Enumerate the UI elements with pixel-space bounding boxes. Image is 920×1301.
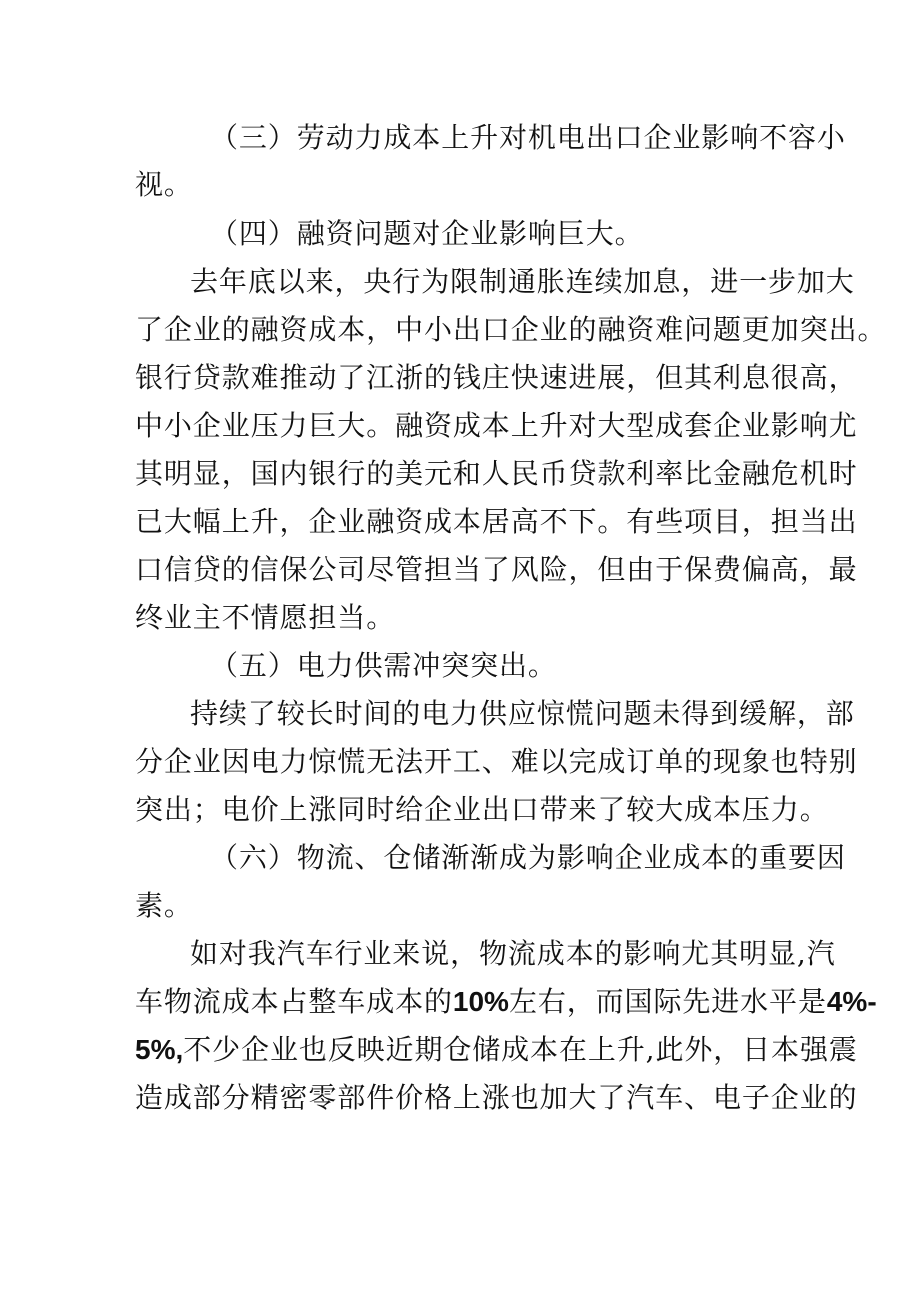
text-run: 中小企业压力巨大。融资成本上升对大型成套企业影响尤 xyxy=(135,409,858,442)
paragraph-line xyxy=(135,505,858,539)
section-heading-line xyxy=(135,168,795,202)
paragraph-line xyxy=(135,1033,858,1067)
text-run: 视。 xyxy=(135,168,193,201)
paragraph-line xyxy=(190,697,855,731)
paragraph-line xyxy=(135,409,858,443)
text-run: （四）融资问题对企业影响巨大。 xyxy=(210,217,644,250)
paragraph-line xyxy=(135,601,795,635)
text-run: 如对我汽车行业来说，物流成本的影响尤其明显,汽 xyxy=(190,937,836,970)
text-run: 银行贷款难推动了江浙的钱庄快速进展，但其利息很高， xyxy=(135,361,858,394)
text-run: 口信贷的信保公司尽管担当了风险，但由于保费偏高，最 xyxy=(135,553,858,586)
text-run: 分企业因电力惊慌无法开工、难以完成订单的现象也特别 xyxy=(135,745,858,778)
text-run: 素。 xyxy=(135,889,193,922)
text-run: 左右，而国际先进水平是 xyxy=(508,985,827,1018)
paragraph-line xyxy=(135,793,829,827)
section-heading-line xyxy=(210,121,870,155)
section-heading-line xyxy=(210,649,870,683)
text-run: 终业主不情愿担当。 xyxy=(135,601,396,634)
paragraph-line xyxy=(135,361,858,395)
text-run: （三）劳动力成本上升对机电出口企业影响不容小 xyxy=(210,121,846,154)
bold-figure: 4%- xyxy=(826,986,877,1017)
paragraph-line xyxy=(135,745,858,779)
text-run: 去年底以来，央行为限制通胀连续加息，进一步加大 xyxy=(190,265,855,298)
paragraph-line xyxy=(135,1081,858,1115)
text-run: 了企业的融资成本，中小出口企业的融资难问题更加突出。 xyxy=(135,313,887,346)
bold-figure: 5%, xyxy=(135,1034,184,1065)
text-run: 持续了较长时间的电力供应惊慌问题未得到缓解，部 xyxy=(190,697,855,730)
paragraph-line xyxy=(190,937,850,971)
paragraph-line xyxy=(190,265,855,299)
text-run: 其明显，国内银行的美元和人民币贷款利率比金融危机时 xyxy=(135,457,858,490)
paragraph-line xyxy=(135,985,877,1019)
text-run: 车物流成本占整车成本的 xyxy=(135,985,453,1018)
paragraph-line xyxy=(135,313,887,347)
bold-figure: 10% xyxy=(452,986,509,1017)
text-run: 造成部分精密零部件价格上涨也加大了汽车、电子企业的 xyxy=(135,1081,858,1114)
text-run: （六）物流、仓储渐渐成为影响企业成本的重要因 xyxy=(210,841,846,874)
paragraph-line xyxy=(135,457,858,491)
text-run: 突出；电价上涨同时给企业出口带来了较大成本压力。 xyxy=(135,793,829,826)
section-heading-line xyxy=(210,841,870,875)
section-heading-line xyxy=(135,889,795,923)
section-heading-line xyxy=(210,217,870,251)
text-run: （五）电力供需冲突突出。 xyxy=(210,649,557,682)
paragraph-line xyxy=(135,553,858,587)
text-run: 不少企业也反映近期仓储成本在上升,此外，日本强震 xyxy=(183,1033,858,1066)
text-run: 已大幅上升，企业融资成本居高不下。有些项目，担当出 xyxy=(135,505,858,538)
